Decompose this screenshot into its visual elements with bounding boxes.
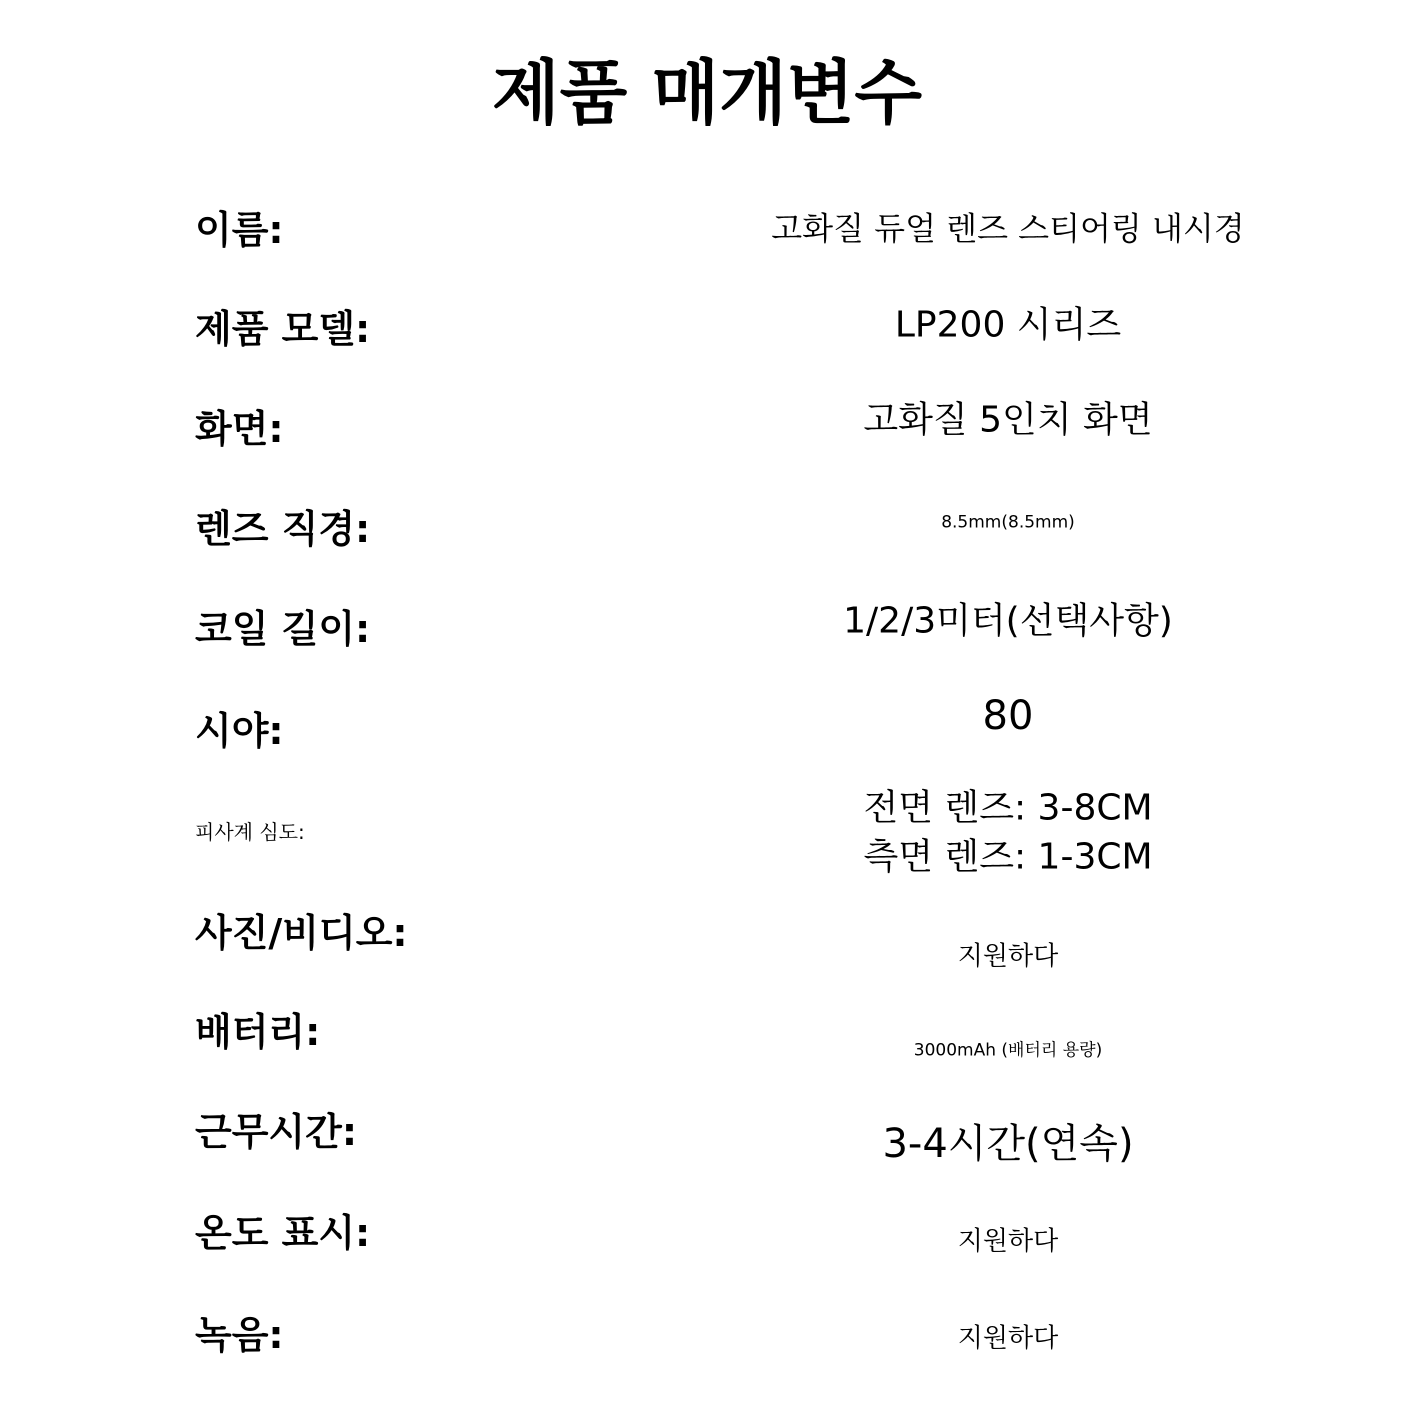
param-label-coil-length: 코일 길이: (195, 607, 371, 651)
param-label-depth-of-field: 피사계 심도: (195, 820, 305, 844)
param-label-lens-diameter: 렌즈 직경: (195, 507, 371, 551)
param-value-recording: 지원하다 (957, 1323, 1059, 1354)
param-value-photo-video: 지원하다 (957, 941, 1059, 972)
param-value-depth-of-field (863, 784, 1152, 881)
param-value-field-of-view: 80 (982, 693, 1034, 739)
param-value-lens-diameter: 8.5mm(8.5mm) (941, 512, 1075, 533)
param-label-temperature-display: 온도 표시: (195, 1211, 371, 1255)
param-value-battery: 3000mAh (배터리 용량) (913, 1040, 1103, 1061)
param-label-recording: 녹음: (195, 1313, 284, 1357)
param-label-name: 이름: (195, 208, 284, 252)
param-label-photo-video: 사진/비디오: (195, 911, 408, 955)
param-label-working-time: 근무시간: (195, 1110, 358, 1154)
param-value-temperature-display: 지원하다 (957, 1226, 1059, 1257)
param-value-name: 고화질 듀얼 렌즈 스티어링 내시경 (771, 209, 1245, 248)
param-value-working-time: 3-4시간(연속) (882, 1121, 1134, 1167)
depth-front-lens: 전면 렌즈: 3-8CM (863, 787, 1153, 829)
page-title: 제품 매개변수 (491, 52, 923, 134)
param-value-screen: 고화질 5인치 화면 (863, 399, 1153, 441)
param-label-screen: 화면: (195, 407, 284, 451)
param-label-battery: 배터리: (195, 1010, 321, 1054)
param-label-model: 제품 모델: (195, 307, 371, 351)
param-value-model: LP200 시리즈 (894, 304, 1122, 346)
param-value-coil-length: 1/2/3미터(선택사항) (843, 600, 1173, 642)
depth-side-lens: 측면 렌즈: 1-3CM (863, 836, 1153, 877)
param-label-field-of-view: 시야: (195, 709, 284, 753)
